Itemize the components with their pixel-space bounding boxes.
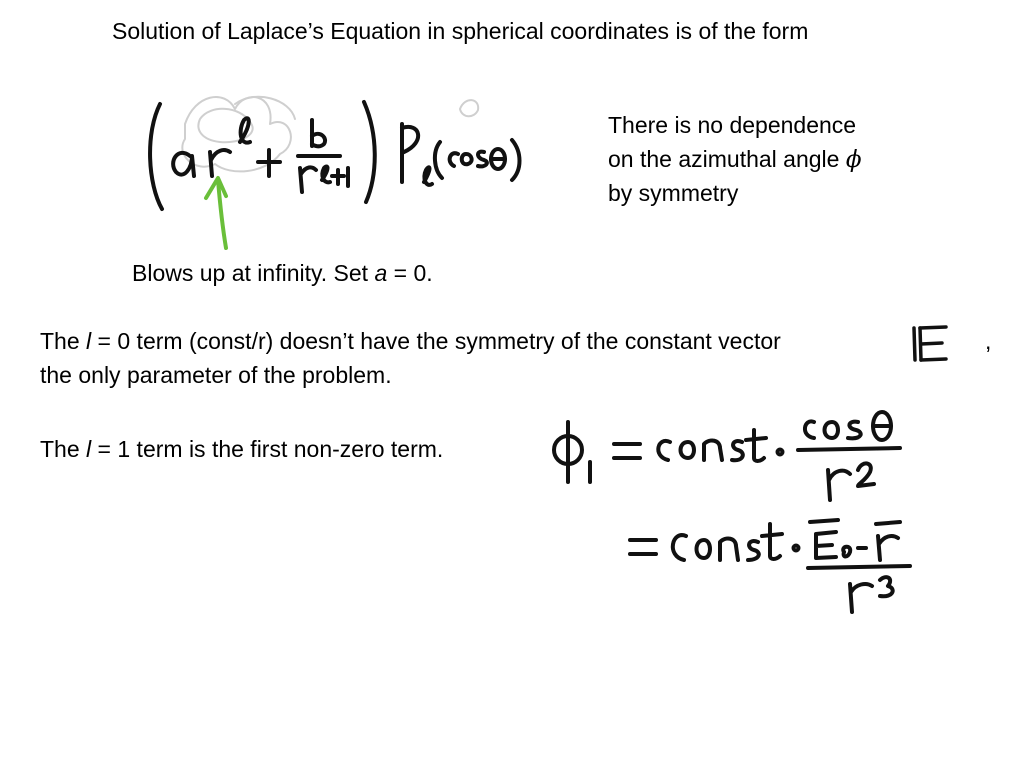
l0-term-line-2: the only parameter of the problem. — [40, 362, 392, 388]
blows-up-prefix: Blows up at infinity. Set — [132, 260, 375, 286]
l0-the: The — [40, 328, 87, 354]
variable-a: a — [374, 260, 388, 286]
note-line-3: by symmetry — [608, 180, 739, 206]
l1-rest: = 1 term is the first non-zero term. — [91, 436, 444, 462]
l0-rest: = 0 term (const/r) doesn’t have the symmetry of the constant vector — [91, 328, 781, 354]
note-line-2-text: on the azimuthal angle — [608, 146, 840, 172]
l0-comma: , — [985, 328, 992, 354]
azimuthal-symmetry-note — [608, 108, 862, 210]
l1-term-line — [40, 432, 443, 466]
note-line-1: There is no dependence — [608, 112, 857, 138]
l1-the: The — [40, 436, 87, 462]
handwritten-potential-equation — [540, 400, 940, 620]
slide-title: Solution of Laplace’s Equation in spherical coordinates is of the form — [112, 18, 809, 44]
green-arrow-annotation — [196, 168, 246, 258]
blows-up-note — [132, 256, 433, 290]
phi-symbol: ϕ — [845, 147, 862, 173]
handwritten-e-vector — [908, 322, 952, 364]
note-line-2 — [608, 142, 862, 176]
l0-term-line-1 — [40, 324, 781, 358]
variable-l-1: l — [86, 436, 92, 462]
blows-up-suffix: = 0. — [387, 260, 433, 286]
variable-l-0: l — [86, 328, 92, 354]
